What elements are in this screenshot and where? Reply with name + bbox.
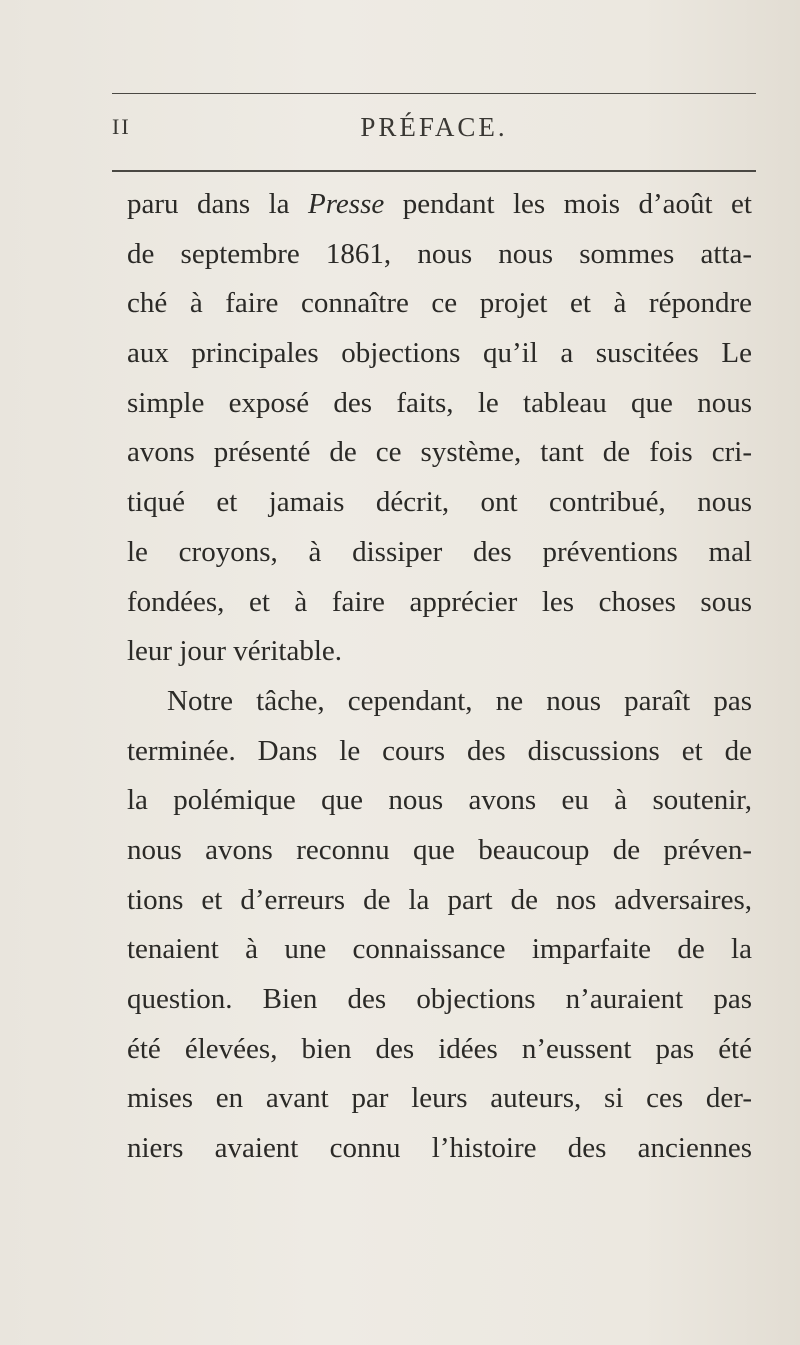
text-line: question. Bien des objections n’auraient pas xyxy=(127,983,752,1015)
header-bottom-rule xyxy=(112,170,756,172)
text-line: tiqué et jamais décrit, ont contribué, nous xyxy=(127,486,752,519)
running-title: PRÉFACE. xyxy=(360,112,508,142)
text-line: ché à faire connaître ce projet et à répondre xyxy=(127,287,752,320)
text-line: paru dans la Presse pendant les mois d’août et xyxy=(127,188,752,220)
text-line: aux principales objections qu’il a suscitées Le xyxy=(127,337,752,370)
text-line: niers avaient connu l’histoire des anciennes xyxy=(127,1132,752,1165)
text-line: tions et d’erreurs de la part de nos adversaires, xyxy=(127,883,752,916)
text-line: terminée. Dans le cours des discussions et de xyxy=(127,734,752,767)
paragraph-start-line: Notre tâche, cependant, ne nous paraît pas xyxy=(167,684,752,717)
text-line: fondées, et à faire apprécier les choses sous xyxy=(127,585,752,618)
text-line: le croyons, à dissiper des préventions mal xyxy=(127,535,752,568)
running-head xyxy=(112,112,756,152)
text-line: leur jour véritable. xyxy=(127,635,342,668)
text-line: simple exposé des faits, le tableau que nous xyxy=(127,386,752,419)
text-line: la polémique que nous avons eu à soutenir, xyxy=(127,784,752,817)
text-line: été élevées, bien des idées n’eussent pas été xyxy=(127,1032,752,1065)
header-top-rule xyxy=(112,93,756,94)
text-line: avons présenté de ce système, tant de fois cri- xyxy=(127,436,752,469)
body-text xyxy=(127,180,752,1174)
page-number: II xyxy=(112,114,131,139)
text-line: nous avons reconnu que beaucoup de préven- xyxy=(127,833,752,866)
text-line: mises en avant par leurs auteurs, si ces der- xyxy=(127,1082,752,1115)
text-line: tenaient à une connaissance imparfaite de la xyxy=(127,933,752,966)
newspaper-title: Presse xyxy=(308,188,385,220)
text-line: de septembre 1861, nous nous sommes atta- xyxy=(127,237,752,270)
